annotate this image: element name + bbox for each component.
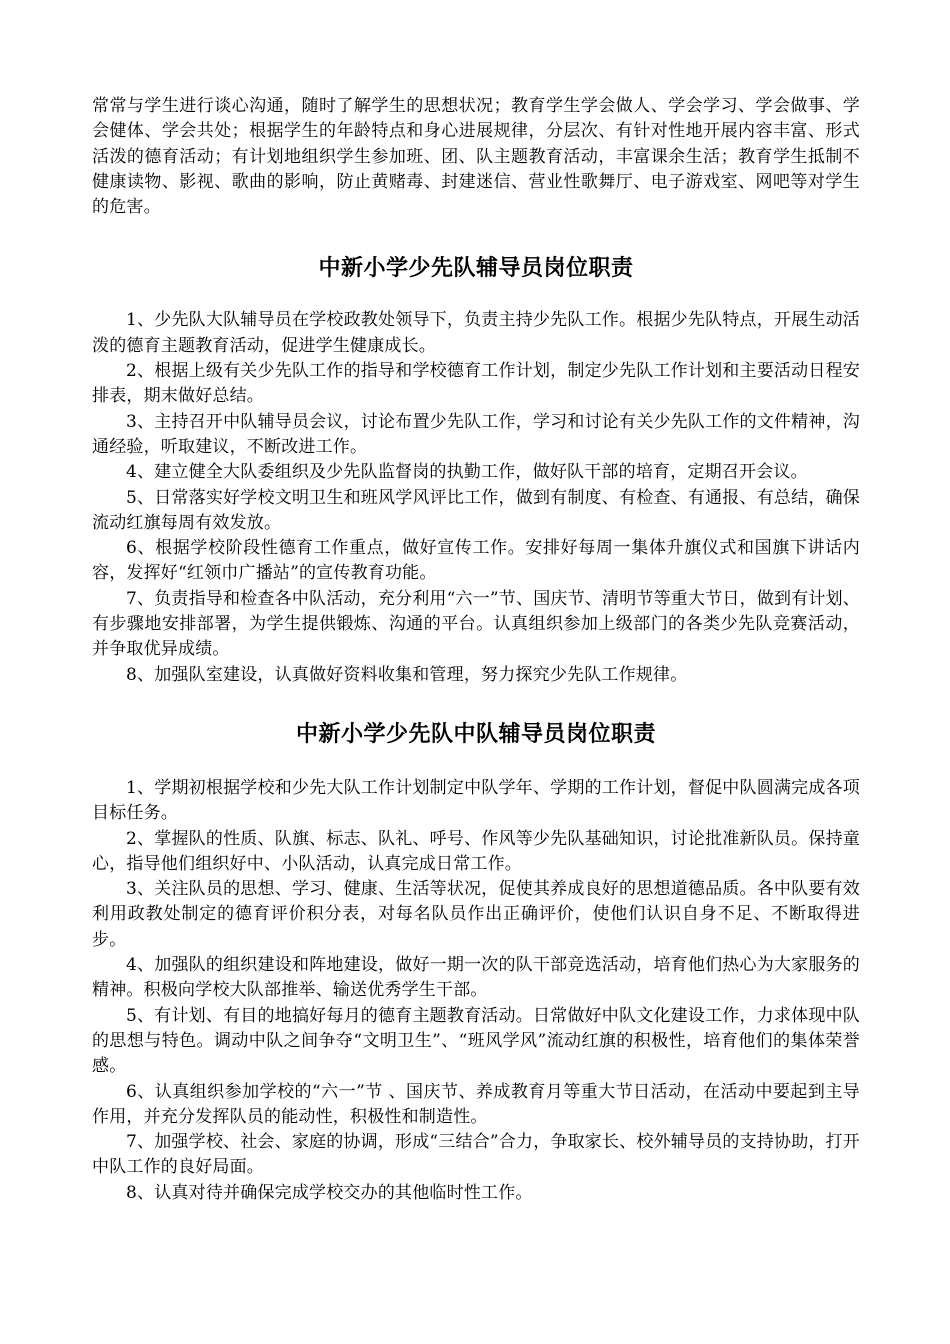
duty-item: 3、主持召开中队辅导员会议，讨论布置少先队工作，学习和讨论有关少先队工作的文件精神，沟通经验，听取建议，不断改进工作。 [92, 411, 860, 457]
duty-item: 8、加强队室建设，认真做好资料收集和管理，努力探究少先队工作规律。 [126, 664, 688, 685]
duty-item: 1、少先队大队辅导员在学校政教处领导下，负责主持少先队工作。根据少先队特点，开展生动活泼的德育主题教育活动，促进学生健康成长。 [92, 310, 860, 356]
section-squadron-counselor-duties [92, 776, 860, 1206]
section-title-squadron-counselor: 中新小学少先队中队辅导员岗位职责 [295, 721, 656, 747]
duty-item: 8、认真对待并确保完成学校交办的其他临时性工作。 [126, 1182, 533, 1203]
duty-item: 2、掌握队的性质、队旗、标志、队礼、呼号、作风等少先队基础知识，讨论批准新队员。保持童心，指导他们组织好中、小队活动，认真完成日常工作。 [92, 828, 860, 874]
section-brigade-counselor-duties [92, 308, 860, 687]
section-title-brigade-counselor: 中新小学少先队辅导员岗位职责 [318, 256, 634, 282]
intro-paragraph: 常常与学生进行谈心沟通，随时了解学生的思想状况；教育学生学会做人、学会学习、学会做事、学会健体、学会共处；根据学生的年龄特点和身心进展规律，分层次、有针对性地开展内容丰富、形式活泼的德育活动；有计划地组织学生参加班、团、队主题教育活动，丰富课余生活；教育学生抵制不健康读物、影视、歌曲的影响，防止黄赌毒、封建迷信、营业性歌舞厅、电子游戏室、网吧等对学生的危害。 [92, 96, 860, 218]
duty-item: 5、日常落实好学校文明卫生和班风学风评比工作，做到有制度、有检查、有通报、有总结，确保流动红旗每周有效发放。 [92, 487, 860, 533]
duty-item: 2、根据上级有关少先队工作的指导和学校德育工作计划，制定少先队工作计划和主要活动日程安排表，期末做好总结。 [92, 361, 860, 407]
duty-item: 7、加强学校、社会、家庭的协调，形成“三结合”合力，争取家长、校外辅导员的支持协助，打开中队工作的良好局面。 [92, 1132, 860, 1178]
duty-item: 3、关注队员的思想、学习、健康、生活等状况，促使其养成良好的思想道德品质。各中队要有效利用政教处制定的德育评价积分表，对每名队员作出正确评价，使他们认识自身不足、不断取得进步。 [92, 879, 860, 950]
duty-item: 1、学期初根据学校和少先大队工作计划制定中队学年、学期的工作计划，督促中队圆满完成各项目标任务。 [92, 777, 860, 824]
duty-item: 4、建立健全大队委组织及少先队监督岗的执勤工作，做好队干部的培育，定期召开会议。 [126, 462, 808, 483]
duty-item: 4、加强队的组织建设和阵地建设，做好一期一次的队干部竞选活动，培育他们热心为大家服务的精神。积极向学校大队部推举、输送优秀学生干部。 [92, 955, 860, 1001]
duty-item: 6、认真组织参加学校的“六一”节 、国庆节、养成教育月等重大节日活动，在活动中要起到主导作用，并充分发挥队员的能动性，积极性和制造性。 [92, 1081, 860, 1127]
duty-item: 5、有计划、有目的地搞好每月的德育主题教育活动。日常做好中队文化建设工作，力求体现中队的思想与特色。调动中队之间争夺“文明卫生”、“班风学风”流动红旗的积极性，培育他们的集体荣誉感。 [92, 1005, 860, 1077]
document-page [92, 94, 860, 1206]
duty-item: 7、负责指导和检查各中队活动，充分利用“六一”节、国庆节、清明节等重大节日，做到有计划、有步骤地安排部署，为学生提供锻炼、沟通的平台。认真组织参加上级部门的各类少先队竞赛活动，并争取优异成绩。 [92, 588, 860, 660]
duty-item: 6、根据学校阶段性德育工作重点，做好宣传工作。安排好每周一集体升旗仪式和国旗下讲话内容，发挥好“红领巾广播站”的宣传教育功能。 [92, 538, 860, 584]
